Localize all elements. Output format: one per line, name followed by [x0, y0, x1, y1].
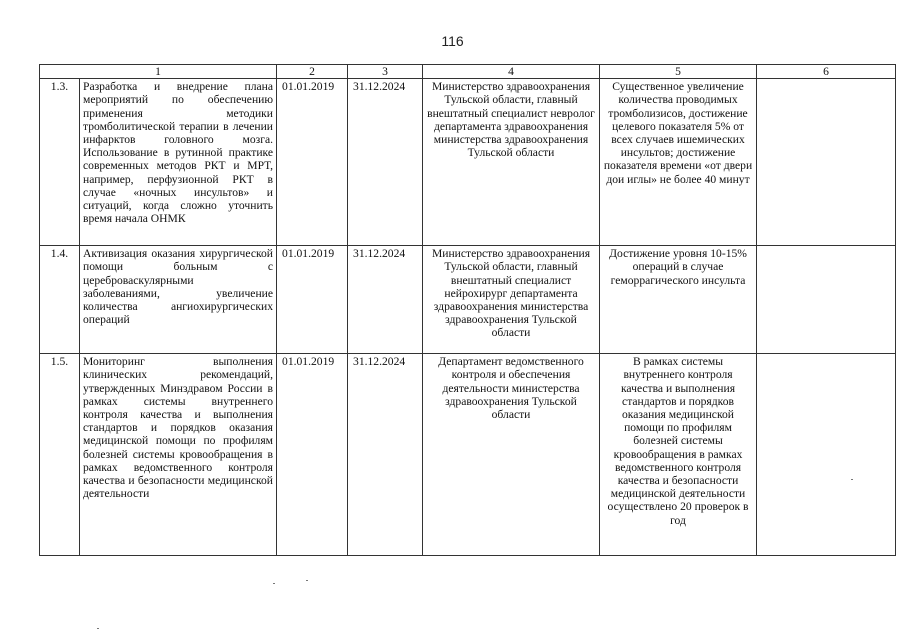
row-note [757, 354, 896, 556]
row-start-date: 01.01.2019 [277, 354, 348, 556]
row-number: 1.4. [40, 246, 80, 354]
scan-speck [97, 628, 99, 629]
table-row [40, 246, 896, 354]
row-action: Мониторинг выполнения клинических рекомендаций, утвержденных Минздравом России в рамках системы внутреннего контроля качества и выполнения стандартов и порядков оказания медицинской помощи по профилям болезней системы кровообращения в рамках ведомственного контроля качества и безопасности медицинской деятельности [80, 354, 277, 556]
header-col-6: 6 [757, 65, 896, 79]
row-note [757, 246, 896, 354]
row-note [757, 79, 896, 246]
row-action: Разработка и внедрение плана мероприятий по обеспечению применения методики тромболитической терапии в лечении инфарктов головного мозга. Использование в рутинной практике современных методов РКТ и МРТ, например, перфузионной РКТ в случае «ночных инсультов» и ситуаций, когда сложно уточнить время начала ОНМК [80, 79, 277, 246]
row-start-date: 01.01.2019 [277, 246, 348, 354]
row-responsible: Департамент ведомственного контроля и обеспечения деятельности министерства здравоохранения Тульской области [423, 354, 600, 556]
row-action: Активизация оказания хирургической помощи больным с цереброваскулярными заболеваниями, увеличение количества ангиохирургических операций [80, 246, 277, 354]
row-number: 1.5. [40, 354, 80, 556]
row-responsible: Министерство здравоохранения Тульской области, главный внештатный специалист нейрохирург департамента здравоохранения министерства здравоохранения Тульской области [423, 246, 600, 354]
scan-speck [851, 479, 853, 480]
scan-speck [273, 583, 275, 584]
header-col-2: 2 [277, 65, 348, 79]
scan-speck [306, 580, 308, 581]
header-col-5: 5 [600, 65, 757, 79]
header-col-3: 3 [348, 65, 423, 79]
row-end-date: 31.12.2024 [348, 246, 423, 354]
header-col-1: 1 [40, 65, 277, 79]
row-result: В рамках системы внутреннего контроля качества и выполнения стандартов и порядков оказания медицинской помощи по профилям болезней системы кровообращения в рамках ведомственного контроля качества и безопасности медицинской деятельности осуществлено 20 проверок в год [600, 354, 757, 556]
table-header-row [40, 65, 896, 79]
row-result: Существенное увеличение количества проводимых тромболизисов, достижение целевого показателя 5% от всех случаев ишемических инсультов; достижение показателя времени «от двери дои иглы» не более 40 минут [600, 79, 757, 246]
header-col-4: 4 [423, 65, 600, 79]
row-result: Достижение уровня 10-15% операций в случае геморрагического инсульта [600, 246, 757, 354]
table-row [40, 354, 896, 556]
activity-plan-table [39, 64, 896, 556]
row-number: 1.3. [40, 79, 80, 246]
table-row [40, 79, 896, 246]
row-end-date: 31.12.2024 [348, 354, 423, 556]
row-start-date: 01.01.2019 [277, 79, 348, 246]
page-number: 116 [441, 33, 464, 49]
row-end-date: 31.12.2024 [348, 79, 423, 246]
row-responsible: Министерство здравоохранения Тульской области, главный внештатный специалист невролог департамента здравоохранения министерства здравоохранения Тульской области [423, 79, 600, 246]
